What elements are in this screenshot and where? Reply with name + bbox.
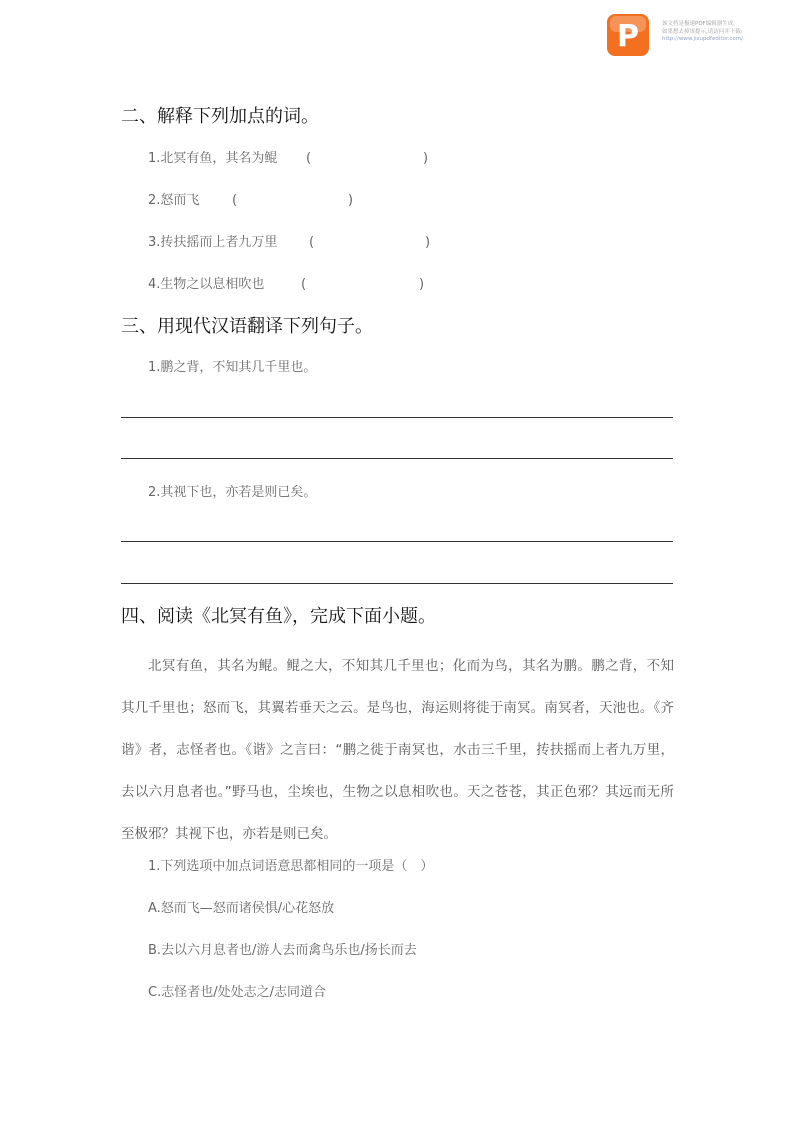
section2-title: 二、解释下列加点的词。 [121, 106, 319, 127]
answer-line [121, 417, 673, 418]
s4-option-b: B.去以六月息者也/游人去而禽鸟乐也/扬长而去 [148, 943, 417, 958]
s2-q2-open-paren: ( [232, 193, 238, 208]
s2-q4-close-paren: ) [419, 277, 425, 292]
section3-title: 三、用现代汉语翻译下列句子。 [121, 316, 373, 337]
s2-q1-open-paren: ( [306, 151, 312, 166]
reading-passage: 北冥有鱼，其名为鲲。鲲之大，不知其几千里也；化而为鸟，其名为鹏。鹏之背，不知其几千里也；怒而飞，其翼若垂天之云。是鸟也，海运则将徙于南冥。南冥者，天池也。《齐谐》者，志怪者也。《谐》之言曰：“鹏之徙于南冥也，水击三千里，抟扶摇而上者九万里，去以六月息者也。”野马也，尘埃也，生物之以息相吹也。天之苍苍，其正色邪？其远而无所至极邪？其视下也，亦若是则已矣。 [121, 658, 674, 842]
section4-title: 四、阅读《北冥有鱼》，完成下面小题。 [121, 606, 436, 627]
s2-question-4: 4.生物之以息相吹也 [148, 277, 265, 292]
logo-letter: P [617, 19, 639, 54]
s3-question-1: 1.鹏之背，不知其几千里也。 [148, 360, 317, 375]
s4-question-1: 1.下列选项中加点词语意思都相同的一项是（ ） [148, 859, 434, 874]
watermark-url: http://www.jisupdfeditor.com/ [662, 36, 743, 42]
s2-q4-open-paren: ( [301, 277, 307, 292]
s2-q3-close-paren: ) [425, 235, 431, 250]
s4-option-a: A.怒而飞—怒而诸侯惧/心花怒放 [148, 901, 335, 916]
answer-line [121, 541, 673, 542]
answer-line [121, 458, 673, 459]
s3-question-2: 2.其视下也，亦若是则已矣。 [148, 485, 317, 500]
s2-q3-open-paren: ( [309, 235, 315, 250]
s2-q1-close-paren: ) [423, 151, 429, 166]
watermark-line-1: 该文档是极速PDF编辑器生成, [662, 21, 735, 27]
s2-question-3: 3.抟扶摇而上者九万里 [148, 235, 278, 250]
pdf-editor-logo-icon [606, 13, 650, 57]
s2-question-1: 1.北冥有鱼，其名为鲲 [148, 151, 278, 166]
s2-q2-close-paren: ) [348, 193, 354, 208]
watermark-line-2: 如果想去掉该提示,请访问并下载: [662, 28, 743, 35]
s2-question-2: 2.怒而飞 [148, 193, 200, 208]
s4-option-c: C.志怪者也/处处志之/志同道合 [148, 985, 326, 1000]
watermark-text [662, 21, 743, 44]
answer-line [121, 583, 673, 584]
